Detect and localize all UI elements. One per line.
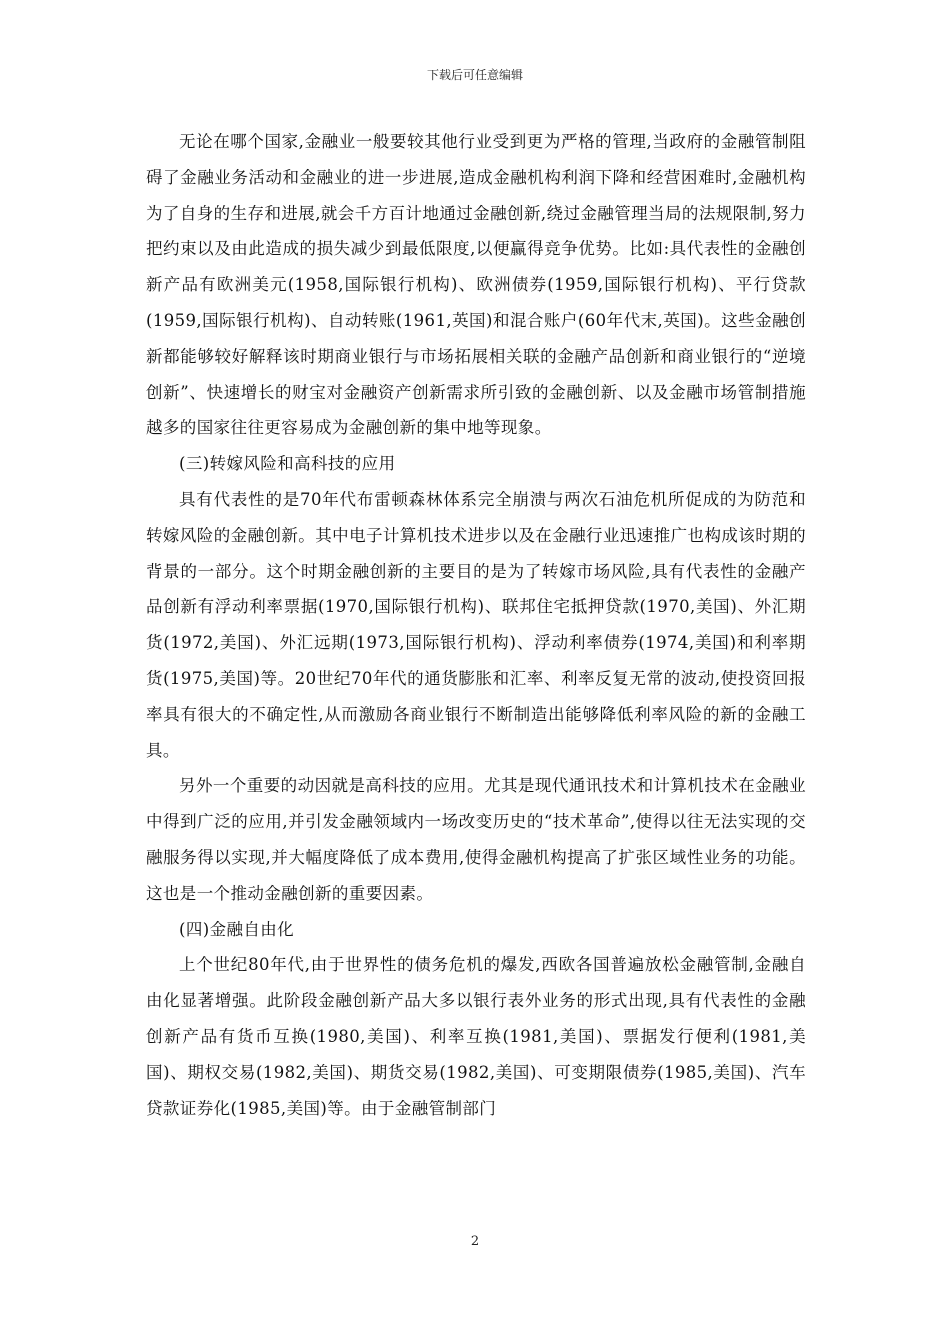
- paragraph-risk-transfer: 具有代表性的是70年代布雷顿森林体系完全崩溃与两次石油危机所促成的为防范和转嫁风险的金融创新。其中电子计算机技术进步以及在金融行业迅速推广也构成该时期的背景的一部分。这个时期金融创新的主要目的是为了转嫁市场风险,具有代表性的金融产品创新有浮动利率票据(1970,国际银行机构)、联邦住宅抵押贷款(1970,美国)、外汇期货(1972,美国)、外汇远期(1973,国际银行机构)、浮动利率债券(1974,美国)和利率期货(1975,美国)等。20世纪70年代的通货膨胀和汇率、利率反复无常的波动,使投资回报率具有很大的不确定性,从而激励各商业银行不断制造出能够降低利率风险的新的金融工具。: [146, 489, 806, 760]
- paragraph-high-tech: 另外一个重要的动因就是高科技的应用。尤其是现代通讯技术和计算机技术在金融业中得到广泛的应用,并引发金融领域内一场改变历史的“技术革命”,使得以往无法实现的交融服务得以实现,并大幅度降低了成本费用,使得金融机构提高了扩张区域性业务的功能。这也是一个推动金融创新的重要因素。: [146, 776, 806, 903]
- document-body: [146, 124, 806, 1126]
- paragraph-liberalization: 上个世纪80年代,由于世界性的债务危机的爆发,西欧各国普遍放松金融管制,金融自由化显著增强。此阶段金融创新产品大多以银行表外业务的形式出现,具有代表性的金融创新产品有货币互换(1980,美国)、利率互换(1981,美国)、票据发行便利(1981,美国)、期权交易(1982,美国)、期货交易(1982,美国)、可变期限债券(1985,美国)、汽车贷款证券化(1985,美国)等。由于金融管制部门: [146, 955, 806, 1118]
- page-header-note: 下载后可任意编辑: [426, 68, 523, 82]
- section-heading-4: (四)金融自由化: [179, 919, 295, 939]
- paragraph-regulation-avoidance: 无论在哪个国家,金融业一般要较其他行业受到更为严格的管理,当政府的金融管制阻碍了金融业务活动和金融业的进一步进展,造成金融机构利润下降和经营困难时,金融机构为了自身的生存和进展,就会千方百计地通过金融创新,绕过金融管理当局的法规限制,努力把约束以及由此造成的损失减少到最低限度,以便赢得竞争优势。比如:具代表性的金融创新产品有欧洲美元(1958,国际银行机构)、欧洲债券(1959,国际银行机构)、平行贷款(1959,国际银行机构)、自动转账(1961,英国)和混合账户(60年代末,英国)。这些金融创新都能够较好解释该时期商业银行与市场拓展相关联的金融产品创新和商业银行的“逆境创新”、快速增长的财宝对金融资产创新需求所引致的金融创新、以及金融市场管制措施越多的国家往往更容易成为金融创新的集中地等现象。: [146, 132, 806, 438]
- section-heading-3: (三)转嫁风险和高科技的应用: [179, 454, 396, 474]
- page-number: 2: [470, 1234, 480, 1249]
